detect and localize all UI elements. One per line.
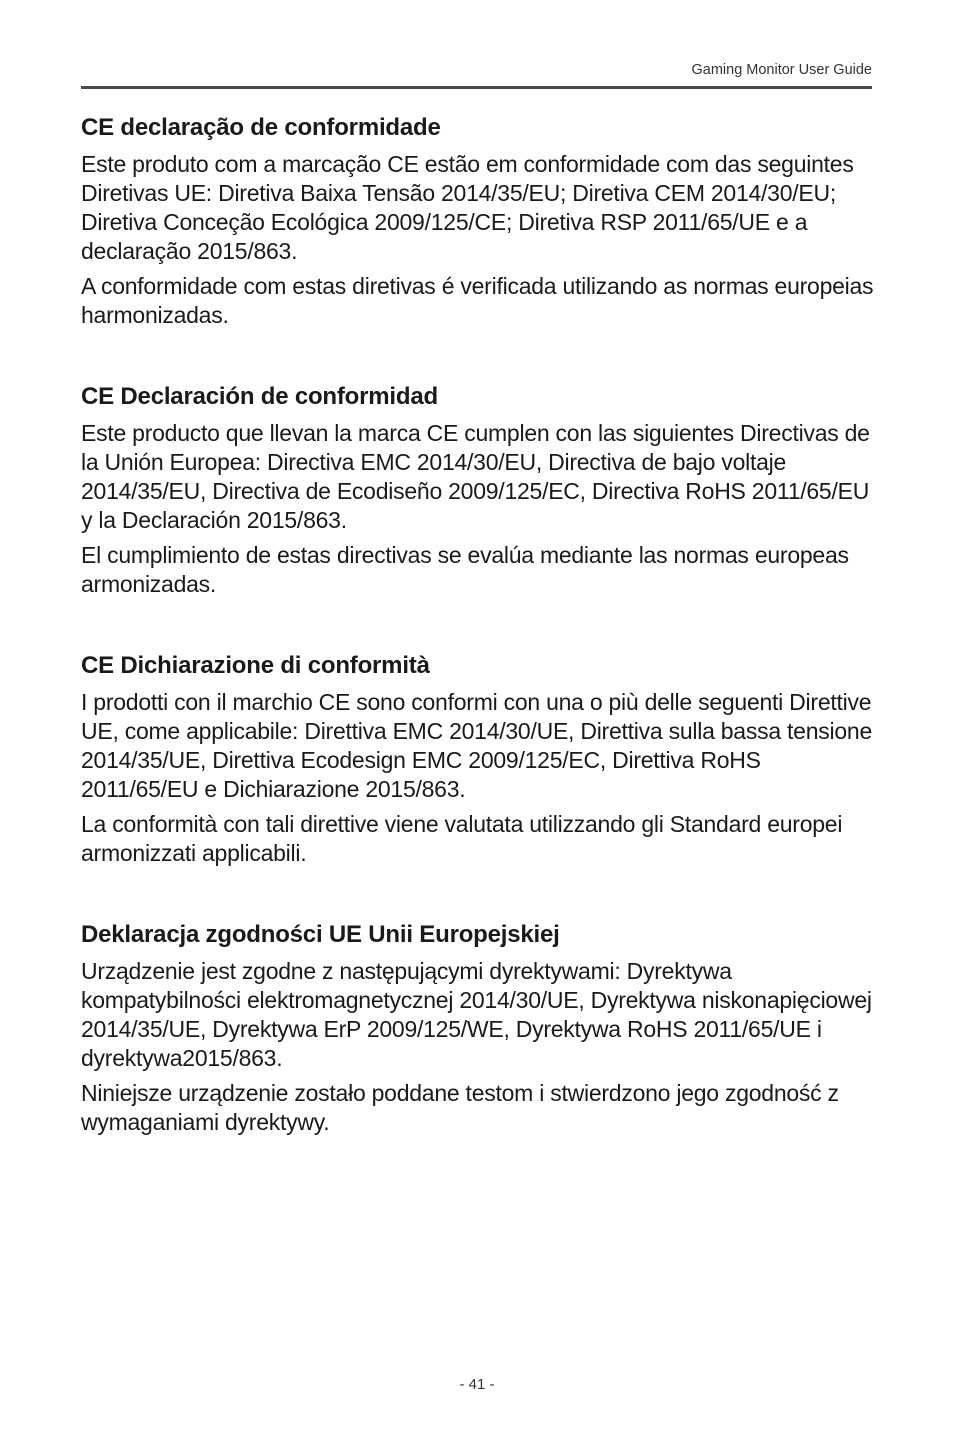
header-divider [81,86,872,89]
section-paragraph: La conformità con tali direttive viene valutata utilizzando gli Standard europei armonizzati applicabili. [81,811,843,866]
section-paragraph: I prodotti con il marchio CE sono conformi con una o più delle seguenti Direttive UE, come applicabile: Direttiva EMC 2014/30/UE, Direttiva sulla bassa tensione 2014/35/UE, Direttiva Ecodesign EMC 2009/125/EC, Direttiva RoHS 2011/65/EU e Dichiarazione 2015/863. [81,689,872,802]
section-heading: CE Dichiarazione di conformità [81,652,430,679]
section-paragraph: Este producto que llevan la marca CE cumplen con las siguientes Directivas de la Unión Europea: Directiva EMC 2014/30/EU, Directiva de bajo voltaje 2014/35/EU, Directiva de Ecodiseño 2009/125/EC, Directiva RoHS 2011/65/EU y la Declaración 2015/863. [81,420,870,533]
running-header-title: Gaming Monitor User Guide [691,62,872,78]
section-paragraph: A conformidade com estas diretivas é verificada utilizando as normas europeias harmonizadas. [81,273,874,328]
section-heading: CE Declaración de conformidad [81,383,438,410]
section-paragraph: Niniejsze urządzenie zostało poddane testom i stwierdzono jego zgodność z wymaganiami dyrektywy. [81,1080,839,1135]
section-paragraph: El cumplimiento de estas directivas se evalúa mediante las normas europeas armonizadas. [81,542,849,597]
section-ce-italian [81,647,876,868]
section-heading: Deklaracja zgodności UE Unii Europejskiej [81,921,560,948]
page-content [81,109,876,1185]
section-ce-polish [81,916,876,1137]
section-ce-spanish [81,378,876,599]
page-number: - 41 - [459,1376,495,1393]
section-paragraph: Este produto com a marcação CE estão em conformidade com das seguintes Diretivas UE: Diretiva Baixa Tensão 2014/35/EU; Diretiva CEM 2014/30/EU; Diretiva Conceção Ecológica 2009/125/CE; Diretiva RSP 2011/65/UE e a declaração 2015/863. [81,151,854,264]
section-heading: CE declaração de conformidade [81,114,441,141]
section-ce-portuguese [81,109,876,330]
section-paragraph: Urządzenie jest zgodne z następującymi dyrektywami: Dyrektywa kompatybilności elektromagnetycznej 2014/30/UE, Dyrektywa niskonapięciowej 2014/35/UE, Dyrektywa ErP 2009/125/WE, Dyrektywa RoHS 2011/65/UE i dyrektywa2015/863. [81,958,872,1071]
